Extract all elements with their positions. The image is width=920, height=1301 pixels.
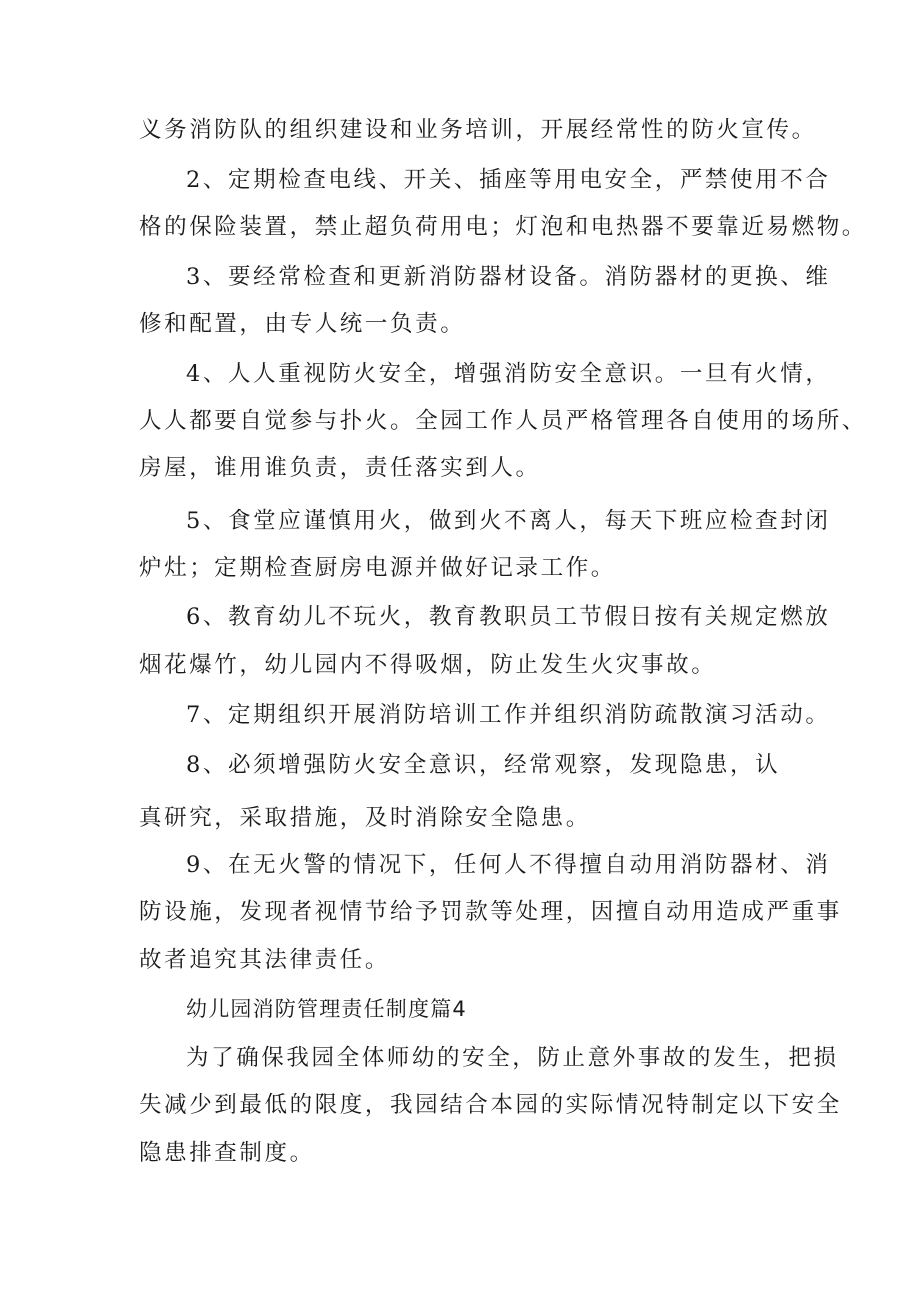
paragraph-line: 人人都要自觉参与扑火。全园工作人员严格管理各自使用的场所、 (139, 408, 867, 434)
paragraph-line: 故者追究其法律责任。 (139, 947, 391, 973)
paragraph-line: 真研究，采取措施，及时消除安全隐患。 (139, 805, 591, 831)
paragraph-line: 修和配置，由专人统一负责。 (139, 311, 466, 337)
paragraph-line: 8、必须增强防火安全意识，经常观察，发现隐患，认 (186, 752, 781, 778)
paragraph-line: 义务消防队的组织建设和业务培训，开展经常性的防火宣传。 (139, 117, 817, 143)
paragraph-line: 3、要经常检查和更新消防器材设备。消防器材的更换、维 (186, 264, 831, 290)
paragraph-line: 烟花爆竹，幼儿园内不得吸烟，防止发生火灾事故。 (139, 652, 717, 678)
paragraph-line: 炉灶；定期检查厨房电源并做好记录工作。 (139, 555, 616, 581)
paragraph-line: 2、定期检查电线、开关、插座等用电安全，严禁使用不合 (186, 167, 831, 193)
paragraph-line: 失减少到最低的限度，我园结合本园的实际情况特制定以下安全 (139, 1092, 842, 1118)
paragraph-line: 隐患排查制度。 (139, 1140, 315, 1166)
paragraph-line: 格的保险装置，禁止超负荷用电；灯泡和电热器不要靠近易燃物。 (139, 214, 867, 240)
section-heading: 幼儿园消防管理责任制度篇4 (186, 997, 467, 1021)
paragraph-line: 4、人人重视防火安全，增强消防安全意识。一旦有火情， (186, 361, 831, 387)
paragraph-line: 5、食堂应谨慎用火，做到火不离人，每天下班应检查封闭 (186, 508, 831, 534)
paragraph-line: 7、定期组织开展消防培训工作并组织消防疏散演习活动。 (186, 702, 831, 728)
paragraph-line: 6、教育幼儿不玩火，教育教职员工节假日按有关规定燃放 (186, 604, 831, 630)
paragraph-line: 防设施，发现者视情节给予罚款等处理，因擅自动用造成严重事 (139, 899, 842, 925)
paragraph-line: 为了确保我园全体师幼的安全，防止意外事故的发生，把损 (186, 1045, 839, 1071)
paragraph-line: 9、在无火警的情况下，任何人不得擅自动用消防器材、消 (186, 852, 831, 878)
paragraph-line: 房屋，谁用谁负责，责任落实到人。 (139, 455, 541, 481)
